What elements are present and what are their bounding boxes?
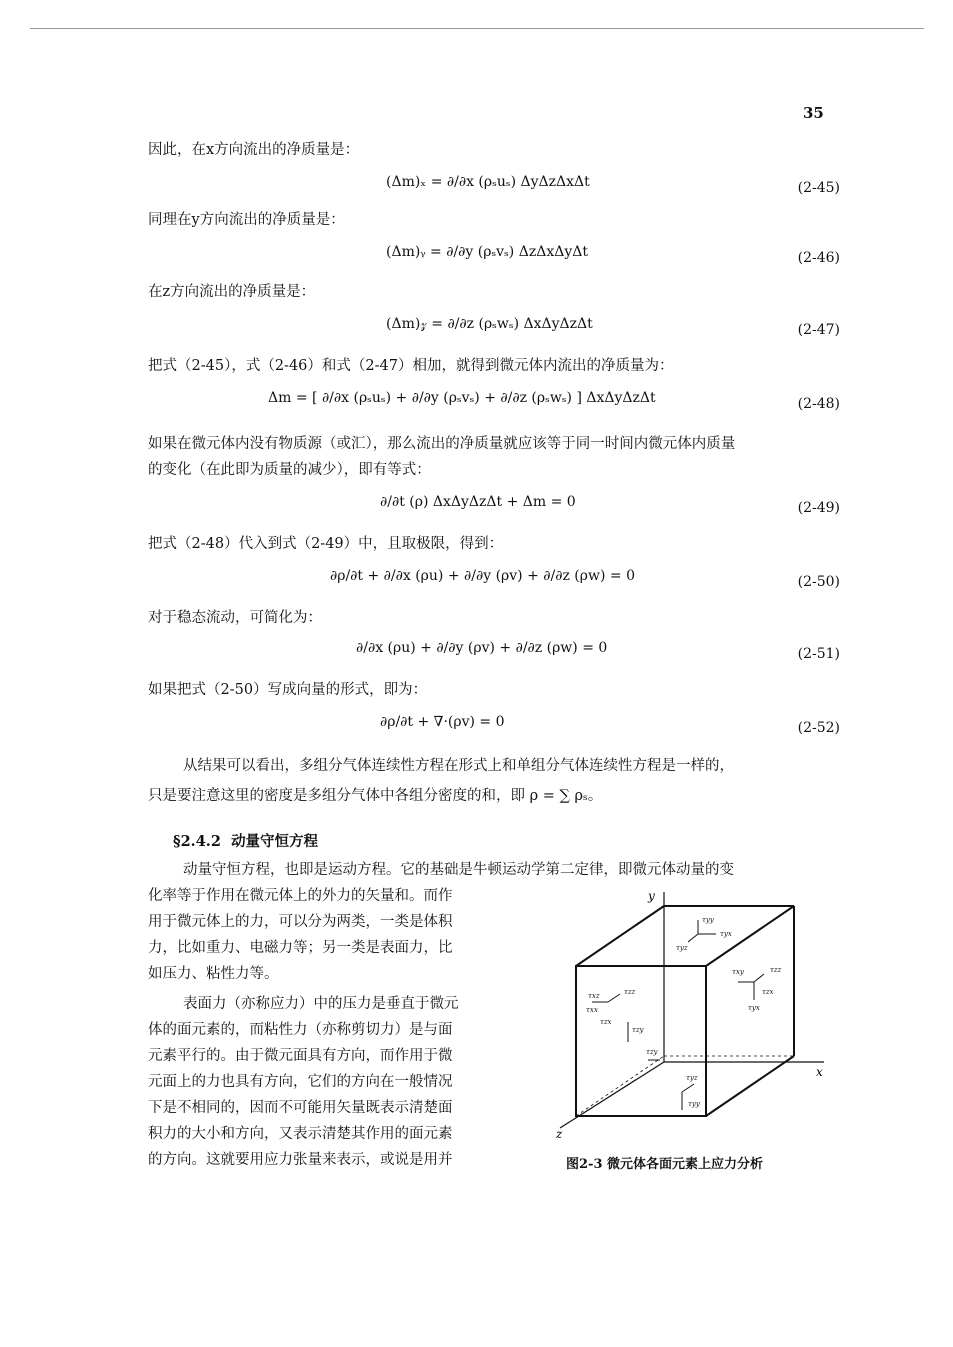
paragraph-momentum-line5: 如压力、粘性力等。 [148,966,279,982]
equation-text: ∂/∂t (ρ) ΔxΔyΔzΔt + Δm = 0 [380,494,576,510]
paragraph-sum: 把式（2-45），式（2-46）和式（2-47）相加，就得到微元体内流出的净质量为： [148,358,674,374]
svg-text:τzx: τzx [600,1018,612,1026]
svg-text:τyx: τyx [748,1004,760,1012]
svg-text:τyz: τyz [676,944,688,952]
paragraph-conclusion-line1: 从结果可以看出，多组分气体连续性方程在形式上和单组分气体连续性方程是一样的， [183,758,734,774]
paragraph-no-source-line2: 的变化（在此即为质量的减少），即有等式： [148,462,431,478]
paragraph-no-source-line1: 如果在微元体内没有物质源（或汇），那么流出的净质量就应该等于同一时间内微元体内质量 [148,436,736,452]
svg-text:τyy: τyy [688,1100,700,1108]
section-heading: §2.4.2 动量守恒方程 [173,833,319,850]
header-rule [30,28,924,29]
svg-text:τxy: τxy [732,968,744,976]
equation-number: (2-51) [797,646,840,662]
equation-number: (2-45) [797,180,840,196]
equation-number: (2-50) [797,574,840,590]
equation-text: ∂ρ/∂t + ∂/∂x (ρu) + ∂/∂y (ρv) + ∂/∂z (ρw) = 0 [330,568,635,584]
equation-text: (Δm)ᵧ = ∂/∂y (ρₛvₛ) ΔzΔxΔyΔt [386,244,588,260]
equation-2-49 [148,488,840,528]
equation-text: (Δm)ₓ = ∂/∂x (ρₛuₛ) ΔyΔzΔxΔt [386,174,590,190]
equation-2-48 [148,384,840,424]
svg-text:τyy: τyy [702,916,714,924]
stress-cube-figure [548,882,838,1142]
stress-cube-diagram [548,882,838,1142]
stress-labels [586,916,782,1108]
paragraph-y-flux: 同理在y方向流出的净质量是： [148,212,345,228]
equation-number: (2-48) [797,396,840,412]
svg-text:τzz: τzz [624,988,636,996]
page-number: 35 [803,104,824,122]
equation-2-52 [148,708,840,748]
paragraph-steady: 对于稳态流动，可简化为： [148,610,322,626]
equation-2-50 [148,562,840,602]
paragraph-stress-line4: 元面上的力也具有方向，它们的方向在一般情况 [148,1074,453,1090]
equation-text: Δm = [ ∂/∂x (ρₛuₛ) + ∂/∂y (ρₛvₛ) + ∂/∂z (ρₛwₛ) ] ΔxΔyΔzΔt [268,390,656,406]
paragraph-momentum-line4: 力，比如重力、电磁力等；另一类是表面力，比 [148,940,453,956]
equation-2-46 [148,238,840,278]
equation-number: (2-52) [797,720,840,736]
cube-outline [576,906,794,1116]
svg-text:τzx: τzx [762,988,774,996]
equation-text: (Δm)𝓏 = ∂/∂z (ρₛwₛ) ΔxΔyΔzΔt [386,316,593,332]
paragraph-z-flux: 在z方向流出的净质量是： [148,284,316,300]
paragraph-stress-line7: 的方向。这就要用应力张量来表示，或说是用并 [148,1152,453,1168]
svg-text:τxz: τxz [588,992,600,1000]
paragraph-stress-line1: 表面力（亦称应力）中的压力是垂直于微元 [183,996,459,1012]
paragraph-stress-line5: 下是不相同的，因而不可能用矢量既表示清楚面 [148,1100,453,1116]
z-axis-label: z [556,1127,563,1141]
x-axis-label: x [816,1065,823,1079]
paragraph-conclusion-line2: 只是要注意这里的密度是多组分气体中各组分密度的和，即 ρ = ∑ ρₛ。 [148,788,603,804]
paragraph-stress-line3: 元素平行的。由于微元面具有方向，而作用于微 [148,1048,453,1064]
paragraph-momentum-line3: 用于微元体上的力，可以分为两类，一类是体积 [148,914,453,930]
paragraph-momentum-line2: 化率等于作用在微元体上的外力的矢量和。而作 [148,888,453,904]
figure-caption: 图2-3 微元体各面元素上应力分析 [566,1157,764,1172]
equation-2-51 [148,634,840,674]
y-axis-label: y [648,889,655,903]
svg-text:τxx: τxx [586,1006,598,1014]
svg-text:τzz: τzz [770,966,782,974]
equation-number: (2-47) [797,322,840,338]
paragraph-momentum-line1: 动量守恒方程，也即是运动方程。它的基础是牛顿运动学第二定律，即微元体动量的变 [183,862,734,878]
hidden-edge [576,1056,664,1116]
equation-2-45 [148,168,840,208]
paragraph-substitute: 把式（2-48）代入到式（2-49）中，且取极限，得到： [148,536,504,552]
equation-number: (2-49) [797,500,840,516]
paragraph-vector: 如果把式（2-50）写成向量的形式，即为： [148,682,428,698]
paragraph-stress-line6: 积力的大小和方向，又表示清楚其作用的面元素 [148,1126,453,1142]
svg-text:τzy: τzy [632,1026,644,1034]
svg-text:τzy: τzy [646,1048,658,1056]
equation-number: (2-46) [797,250,840,266]
paragraph-stress-line2: 体的面元素的，而粘性力（亦称剪切力）是与面 [148,1022,453,1038]
paragraph-x-flux: 因此，在x方向流出的净质量是： [148,142,360,158]
equation-text: ∂/∂x (ρu) + ∂/∂y (ρv) + ∂/∂z (ρw) = 0 [356,640,608,656]
svg-text:τyx: τyx [720,930,732,938]
equation-text: ∂ρ/∂t + ∇·(ρv) = 0 [380,714,505,730]
equation-2-47 [148,310,840,350]
svg-text:τyz: τyz [686,1074,698,1082]
